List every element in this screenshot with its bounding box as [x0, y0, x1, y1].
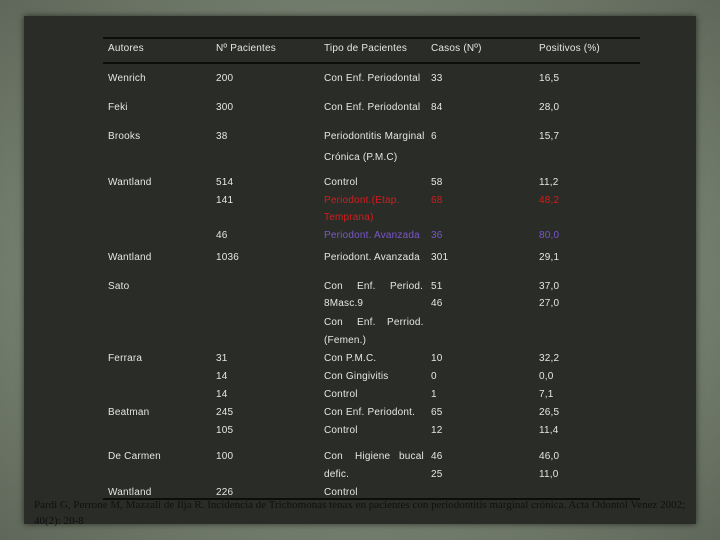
cell-type-continued: defic. — [324, 469, 350, 480]
cell-cases: 10 — [431, 353, 443, 364]
cell-cases: 25 — [431, 469, 443, 480]
citation: Pardi G, Perrone M, Mazzali de Ilja R. Incidencia de Trichomonas tenax en pacientes con periodontitis marginal crónica. Acta Odontol Venez 2002; 40(2): 20-8 — [34, 499, 686, 527]
cell-cases: 84 — [431, 102, 443, 113]
header-patient-type: Tipo de Pacientes — [324, 43, 408, 54]
cell-type-highlight: Periodont. Avanzada — [324, 230, 420, 241]
cell-cases: 51 — [431, 281, 443, 292]
cell-cases: 65 — [431, 407, 443, 418]
header-bottom-rule — [103, 62, 640, 64]
cell-cases: 301 — [431, 252, 449, 263]
cell-author: Feki — [108, 102, 128, 113]
cell-positive: 29,1 — [539, 252, 560, 263]
cell-cases-highlight: 36 — [431, 230, 443, 241]
cell-author: De Carmen — [108, 451, 161, 462]
cell-type-continued: Crónica (P.M.C) — [324, 152, 398, 163]
cell-type: Periodontitis Marginal — [324, 131, 425, 142]
cell-cases: 46 — [431, 298, 443, 309]
cell-type: Con — [324, 281, 343, 292]
cell-patients: 38 — [216, 131, 228, 142]
cell-patients: 14 — [216, 371, 228, 382]
cell-positive: 46,0 — [539, 451, 560, 462]
cell-type-continued: 8Masc.9 — [324, 298, 364, 309]
table-top-rule — [103, 37, 640, 39]
cell-positive: 37,0 — [539, 281, 560, 292]
cell-patients: 300 — [216, 102, 234, 113]
cell-cases: 1 — [431, 389, 437, 400]
cell-patients: 514 — [216, 177, 234, 188]
cell-author: Brooks — [108, 131, 141, 142]
cell-author: Beatman — [108, 407, 150, 418]
cell-cases: 58 — [431, 177, 443, 188]
cell-type: Period. — [390, 281, 424, 292]
cell-type: Enf. — [357, 281, 376, 292]
cell-positive: 11,4 — [539, 425, 559, 436]
cell-patients: 226 — [216, 487, 234, 498]
cell-type-continued: (Femen.) — [324, 335, 367, 346]
cell-cases: 0 — [431, 371, 437, 382]
cell-type: Higiene — [355, 451, 391, 462]
cell-type: Control — [324, 177, 358, 188]
cell-positive: 28,0 — [539, 102, 560, 113]
header-positive: Positivos (%) — [539, 43, 600, 54]
cell-positive: 11,0 — [539, 469, 559, 480]
cell-author: Wenrich — [108, 73, 146, 84]
cell-patients: 141 — [216, 195, 234, 206]
cell-type: Con Gingivitis — [324, 371, 389, 382]
cell-positive-highlight: 48,2 — [539, 195, 560, 206]
cell-type: Con Enf. Periodont. — [324, 407, 416, 418]
cell-patients: 31 — [216, 353, 228, 364]
cell-positive: 0,0 — [539, 371, 554, 382]
cell-cases: 6 — [431, 131, 437, 142]
cell-positive: 32,2 — [539, 353, 560, 364]
cell-cases-highlight: 68 — [431, 195, 443, 206]
cell-cases: 33 — [431, 73, 443, 84]
cell-type: Control — [324, 425, 358, 436]
cell-patients: 46 — [216, 230, 228, 241]
cell-type: Control — [324, 487, 358, 498]
cell-type: Con Enf. Periodontal — [324, 102, 421, 113]
cell-positive: 15,7 — [539, 131, 560, 142]
header-authors: Autores — [108, 43, 144, 54]
cell-positive: 11,2 — [539, 177, 559, 188]
cell-author: Ferrara — [108, 353, 143, 364]
cell-cases: 12 — [431, 425, 443, 436]
cell-type: Enf. — [357, 317, 376, 328]
cell-author: Wantland — [108, 177, 152, 188]
cell-cases: 46 — [431, 451, 443, 462]
cell-patients: 105 — [216, 425, 234, 436]
cell-positive: 26,5 — [539, 407, 560, 418]
cell-type: Con Enf. Periodontal — [324, 73, 421, 84]
header-patients: Nº Pacientes — [216, 43, 276, 54]
cell-author: Wantland — [108, 487, 152, 498]
cell-patients: 1036 — [216, 252, 240, 263]
cell-author: Wantland — [108, 252, 152, 263]
header-cases: Casos (Nº) — [431, 43, 482, 54]
cell-positive-highlight: 80,0 — [539, 230, 560, 241]
cell-author: Sato — [108, 281, 130, 292]
cell-patients: 200 — [216, 73, 234, 84]
cell-patients: 245 — [216, 407, 234, 418]
cell-type: Control — [324, 389, 358, 400]
cell-type: Perriod. — [387, 317, 424, 328]
cell-type-highlight: Periodont.(Etap. — [324, 195, 400, 206]
cell-patients: 14 — [216, 389, 228, 400]
cell-positive: 7,1 — [539, 389, 554, 400]
cell-type: Con — [324, 317, 343, 328]
cell-type: Con P.M.C. — [324, 353, 377, 364]
cell-type: Con — [324, 451, 343, 462]
cell-type: Periodont. Avanzada — [324, 252, 420, 263]
cell-type: bucal — [399, 451, 424, 462]
cell-patients: 100 — [216, 451, 234, 462]
cell-positive: 27,0 — [539, 298, 560, 309]
cell-positive: 16,5 — [539, 73, 560, 84]
cell-type-continued: Temprana) — [324, 212, 374, 223]
